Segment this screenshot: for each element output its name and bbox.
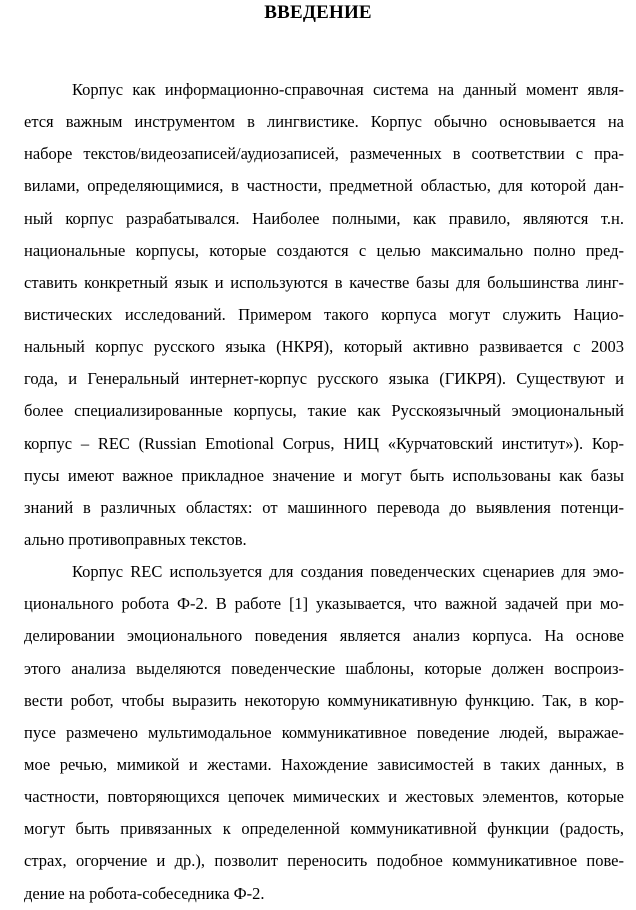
paragraph-line: вилами, определяющимися, в частности, предметной областью, для которой дан- <box>24 176 624 196</box>
paragraph-line: ставить конкретный язык и используются в качестве базы для большинства линг- <box>24 272 624 292</box>
paragraph-line: Корпус REC используется для создания поведенческих сценариев для эмо- <box>72 562 624 582</box>
paragraph-line: пусе размечено мультимодальное коммуникативное поведение людей, выражае- <box>24 722 624 742</box>
paragraph-line: вистических исследований. Примером такого корпуса могут служить Нацио- <box>24 304 624 324</box>
paragraph-line: ный корпус разрабатывался. Наиболее полными, как правило, являются т.н. <box>24 208 624 228</box>
paragraph-line: мое речью, мимикой и жестами. Нахождение зависимостей в таких данных, в <box>24 754 624 774</box>
paragraph-line: вести робот, чтобы выразить некоторую коммуникативную функцию. Так, в кор- <box>24 690 624 710</box>
paragraph-line: пусы имеют важное прикладное значение и могут быть использованы как базы <box>24 465 624 485</box>
paragraph-line: этого анализа выделяются поведенческие шаблоны, которые должен воспроиз- <box>24 658 624 678</box>
paragraph-2 <box>24 556 624 910</box>
body-text <box>24 74 624 910</box>
paragraph-line: знаний в различных областях: от машинного перевода до выявления потенци- <box>24 497 624 517</box>
paragraph-line: страх, огорчение и др.), позволит переносить подобное коммуникативное пове- <box>24 851 624 871</box>
paragraph-line: национальные корпусы, которые создаются с целью максимально полно пред- <box>24 240 624 260</box>
paragraph-line: Корпус как информационно-справочная система на данный момент явля- <box>72 80 624 99</box>
paragraph-line: делировании эмоционального поведения является анализ корпуса. На основе <box>24 626 624 646</box>
paragraph-line: более специализированные корпусы, такие как Русскоязычный эмоциональный <box>24 401 624 421</box>
paragraph-1 <box>24 74 624 556</box>
paragraph-line: частности, повторяющихся цепочек мимических и жестовых элементов, которые <box>24 787 624 807</box>
paragraph-line: дение на робота-собеседника Ф-2. <box>24 883 265 903</box>
paragraph-line: корпус – REC (Russian Emotional Corpus, НИЦ «Курчатовский институт»). Кор- <box>24 433 624 453</box>
paragraph-line: нальный корпус русского языка (НКРЯ), который активно развивается с 2003 <box>24 337 624 357</box>
paragraph-line: ально противоправных текстов. <box>24 529 247 549</box>
section-heading: ВВЕДЕНИЕ <box>264 2 372 23</box>
paragraph-line: года, и Генеральный интернет-корпус русского языка (ГИКРЯ). Существуют и <box>24 369 624 389</box>
paragraph-line: могут быть привязанных к определенной коммуникативной функции (радость, <box>24 819 624 839</box>
paragraph-line: ционального робота Ф-2. В работе [1] указывается, что важной задачей при мо- <box>24 594 624 614</box>
paragraph-line: ется важным инструментом в лингвистике. Корпус обычно основывается на <box>24 112 624 132</box>
paragraph-line: наборе текстов/видеозаписей/аудиозаписей, размеченных в соответствии с пра- <box>24 144 624 164</box>
